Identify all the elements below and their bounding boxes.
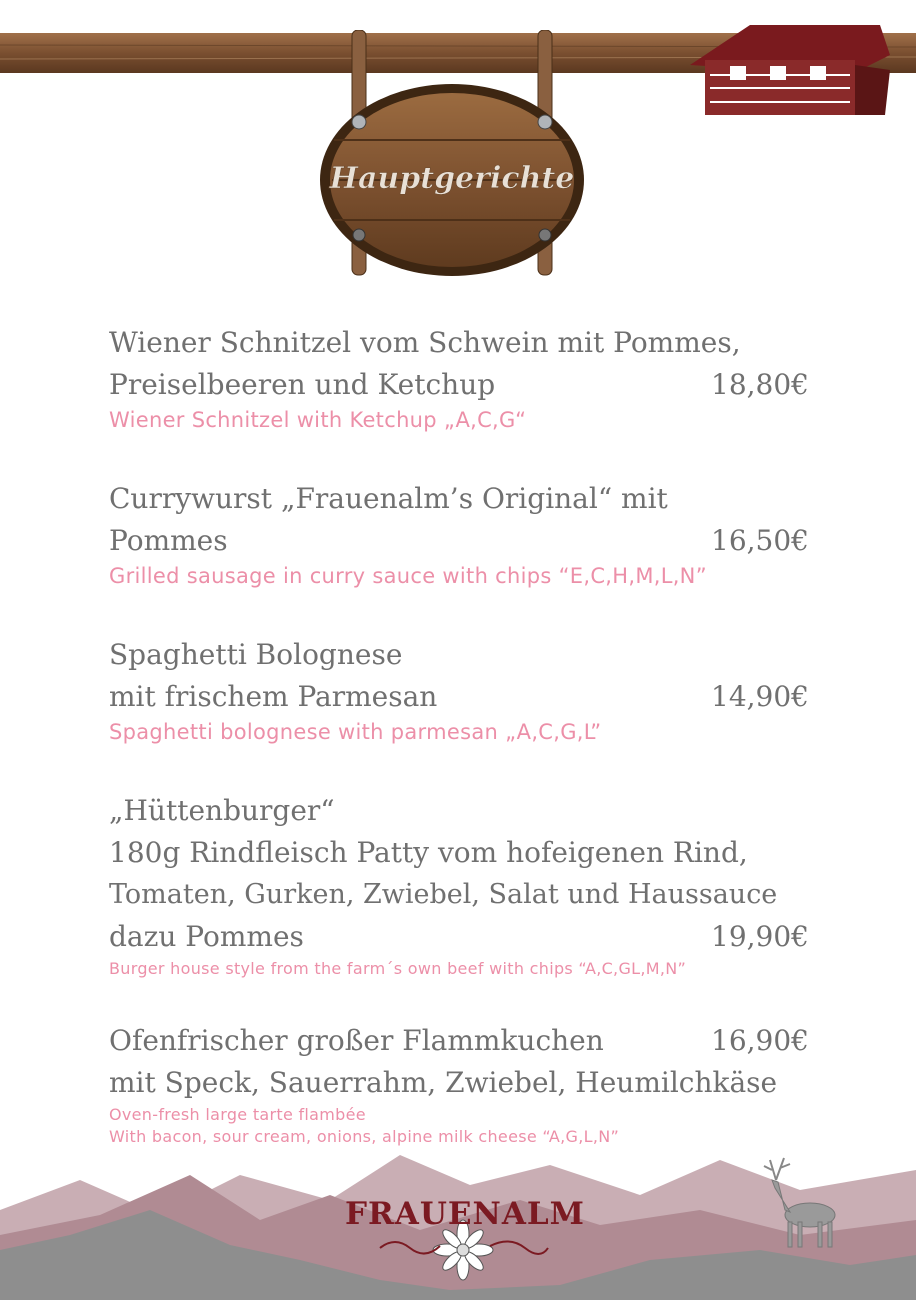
dish-name: Spaghetti Bolognese [109,638,403,671]
dish-price: 16,90€ [711,1024,809,1057]
dish-name: Pommes [109,524,228,557]
dish-line [109,874,809,916]
dish-price: 14,90€ [711,680,809,713]
dish-line [109,322,809,364]
dish-line [109,916,809,958]
dish-line [109,790,809,832]
dish-line [109,1062,809,1104]
dish-line [109,478,809,520]
dish-price: 19,90€ [711,920,809,953]
dish-translation: Oven-fresh large tarte flambée [109,1105,366,1124]
dish-name: Wiener Schnitzel vom Schwein mit Pommes, [109,326,741,359]
dish-name: „Hüttenburger“ [109,794,335,827]
dish-name: 180g Rindfleisch Patty vom hofeigenen Rind, [109,836,748,869]
dish-price: 18,80€ [711,368,809,401]
dish-translation: Wiener Schnitzel with Ketchup „A,C,G“ [109,408,527,432]
brand-name: FRAUENALM [345,1196,585,1232]
dish-name: mit frischem Parmesan [109,680,438,713]
menu-item-burger [109,790,809,980]
dish-translation: Burger house style from the farm´s own beef with chips “A,C,GL,M,N” [109,959,687,978]
dish-line [109,364,809,406]
alpine-hut-icon [690,20,890,120]
dish-price: 16,50€ [711,524,809,557]
dish-line [109,676,809,718]
dish-name: mit Speck, Sauerrahm, Zwiebel, Heumilchkäse [109,1066,778,1099]
dish-translation: With bacon, sour cream, onions, alpine milk cheese “A,G,L,N” [109,1127,620,1146]
sign-title: Hauptgerichte [329,161,575,196]
dish-line [109,832,809,874]
hanging-sign [312,30,592,280]
dish-name: Preiselbeeren und Ketchup [109,368,496,401]
dish-translation: Grilled sausage in curry sauce with chips “E,C,H,M,L,N” [109,564,707,588]
dish-name: Ofenfrischer großer Flammkuchen [109,1024,604,1057]
menu-item-schnitzel [109,322,809,434]
menu-item-currywurst [109,478,809,590]
dish-name: Currywurst „Frauenalm’s Original“ mit [109,482,668,515]
wooden-sign-icon [312,30,592,280]
dish-name: Tomaten, Gurken, Zwiebel, Salat und Haussauce [109,879,778,910]
dish-line [109,1020,809,1062]
menu-item-flammkuchen [109,1020,809,1148]
dish-line [109,520,809,562]
dish-line [109,634,809,676]
menu-item-spaghetti [109,634,809,746]
dish-translation: Spaghetti bolognese with parmesan „A,C,G,L” [109,720,602,744]
dish-name: dazu Pommes [109,920,304,953]
